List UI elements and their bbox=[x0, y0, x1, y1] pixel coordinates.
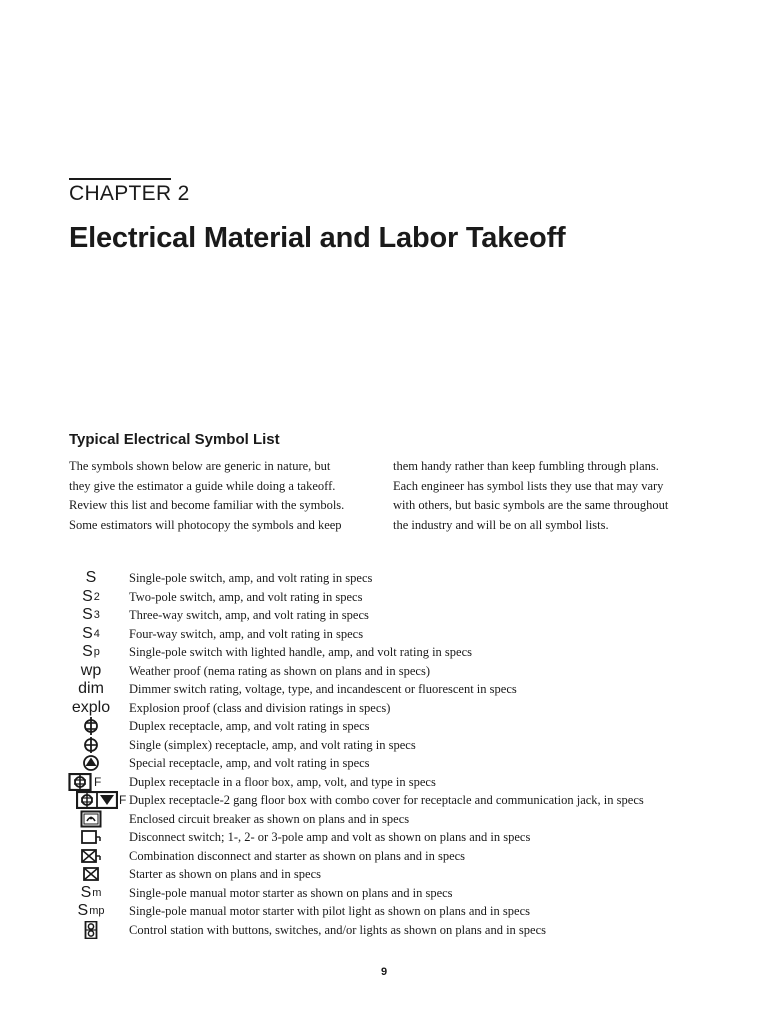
symbol-list bbox=[0, 569, 768, 939]
weather-proof-symbol: wp bbox=[80, 661, 102, 679]
single-receptacle-icon bbox=[60, 736, 122, 755]
combination-starter-icon bbox=[60, 847, 122, 866]
symbol-description: Two-pole switch, amp, and volt rating in specs bbox=[129, 589, 363, 604]
symbol-row bbox=[0, 736, 768, 755]
symbol-row bbox=[0, 588, 768, 607]
intro-line: with others, but basic symbols are the same throughout bbox=[393, 498, 669, 512]
four-way-switch-symbol: S 4 bbox=[82, 624, 100, 642]
symbol-description: Single-pole manual motor starter as shown on plans and in specs bbox=[129, 885, 453, 900]
intro-line: the industry and will be on all symbol lists. bbox=[393, 517, 609, 532]
intro-line: Review this list and become familiar with the symbols. bbox=[69, 498, 345, 512]
symbol-row bbox=[0, 662, 768, 681]
single-pole-switch-symbol: S bbox=[85, 569, 97, 587]
symbol-row bbox=[0, 847, 768, 866]
page-number: 9 bbox=[380, 966, 388, 978]
symbol-row bbox=[0, 680, 768, 699]
symbol-description: Control station with buttons, switches, and/or lights as shown on plans and in specs bbox=[129, 922, 546, 937]
symbol-description: Single-pole manual motor starter with pilot light as shown on plans and in specs bbox=[129, 904, 530, 918]
intro-column-left bbox=[69, 457, 379, 535]
two-pole-switch-symbol: S 2 bbox=[82, 587, 100, 605]
symbol-row bbox=[0, 699, 768, 718]
symbol-description: Disconnect switch; 1-, 2- or 3-pole amp and volt as shown on plans and in specs bbox=[129, 830, 531, 844]
symbol-description: Duplex receptacle, amp, and volt rating in specs bbox=[129, 719, 370, 733]
symbol-row bbox=[0, 754, 768, 773]
explosion-proof-symbol: explo bbox=[71, 698, 111, 716]
duplex-receptacle-icon bbox=[60, 717, 122, 736]
symbol-description: Combination disconnect and starter as shown on plans and in specs bbox=[129, 848, 466, 863]
symbol-row bbox=[0, 773, 768, 792]
symbol-description: Three-way switch, amp, and volt rating in specs bbox=[129, 608, 369, 622]
symbol-row bbox=[0, 606, 768, 625]
intro-line: they give the estimator a guide while doing a takeoff. bbox=[69, 478, 336, 493]
symbol-row bbox=[0, 921, 768, 940]
symbol-description: Weather proof (nema rating as shown on plans and in specs) bbox=[129, 663, 430, 678]
intro-line: Some estimators will photocopy the symbols and keep bbox=[69, 517, 342, 532]
circuit-breaker-icon bbox=[60, 810, 122, 829]
chapter-title: Electrical Material and Labor Takeoff bbox=[69, 222, 566, 254]
symbol-row bbox=[0, 902, 768, 921]
dimmer-switch-symbol: dim bbox=[78, 680, 104, 698]
manual-motor-starter-symbol: S m bbox=[80, 883, 102, 901]
symbol-row bbox=[0, 717, 768, 736]
manual-motor-starter-pilot-symbol: S mp bbox=[77, 902, 105, 920]
symbol-row bbox=[0, 625, 768, 644]
symbol-row bbox=[0, 865, 768, 884]
control-station-icon bbox=[60, 921, 122, 940]
symbol-row bbox=[0, 884, 768, 903]
symbol-row bbox=[0, 828, 768, 847]
symbol-description: Single-pole switch with lighted handle, amp, and volt rating in specs bbox=[129, 645, 472, 659]
starter-icon bbox=[60, 865, 122, 884]
chapter-rule bbox=[69, 178, 171, 180]
symbol-description: Special receptacle, amp, and volt rating in specs bbox=[129, 756, 370, 770]
symbol-row bbox=[0, 791, 768, 810]
intro-text bbox=[69, 457, 703, 535]
symbol-description: Dimmer switch rating, voltage, type, and incandescent or fluorescent in specs bbox=[129, 682, 517, 696]
chapter-label: CHAPTER 2 bbox=[69, 182, 190, 205]
symbol-description: Starter as shown on plans and in specs bbox=[129, 867, 321, 881]
symbol-description: Four-way switch, amp, and volt rating in specs bbox=[129, 626, 364, 641]
lighted-switch-symbol: S p bbox=[82, 643, 100, 661]
symbol-description: Single (simplex) receptacle, amp, and volt rating in specs bbox=[129, 737, 416, 752]
symbol-description: Enclosed circuit breaker as shown on plans and in specs bbox=[129, 811, 410, 826]
symbol-description: Single-pole switch, amp, and volt rating in specs bbox=[129, 571, 373, 585]
symbol-row bbox=[0, 810, 768, 829]
intro-line: The symbols shown below are generic in nature, but bbox=[69, 459, 331, 473]
symbol-description: Duplex receptacle in a floor box, amp, volt, and type in specs bbox=[129, 774, 436, 789]
two-gang-floor-box-icon: F bbox=[76, 791, 128, 810]
symbol-row bbox=[0, 569, 768, 588]
special-receptacle-icon bbox=[60, 754, 122, 773]
floor-box-receptacle-icon: F bbox=[68, 773, 130, 792]
section-heading: Typical Electrical Symbol List bbox=[69, 431, 280, 448]
intro-column-right bbox=[393, 457, 703, 535]
three-way-switch-symbol: S 3 bbox=[82, 606, 100, 624]
disconnect-switch-icon bbox=[60, 828, 122, 847]
symbol-description: Duplex receptacle-2 gang floor box with combo cover for receptacle and communication jack, in specs bbox=[129, 793, 644, 807]
symbol-row bbox=[0, 643, 768, 662]
intro-line: them handy rather than keep fumbling through plans. bbox=[393, 459, 659, 473]
intro-line: Each engineer has symbol lists they use that may vary bbox=[393, 478, 664, 493]
symbol-description: Explosion proof (class and division ratings in specs) bbox=[129, 700, 391, 715]
